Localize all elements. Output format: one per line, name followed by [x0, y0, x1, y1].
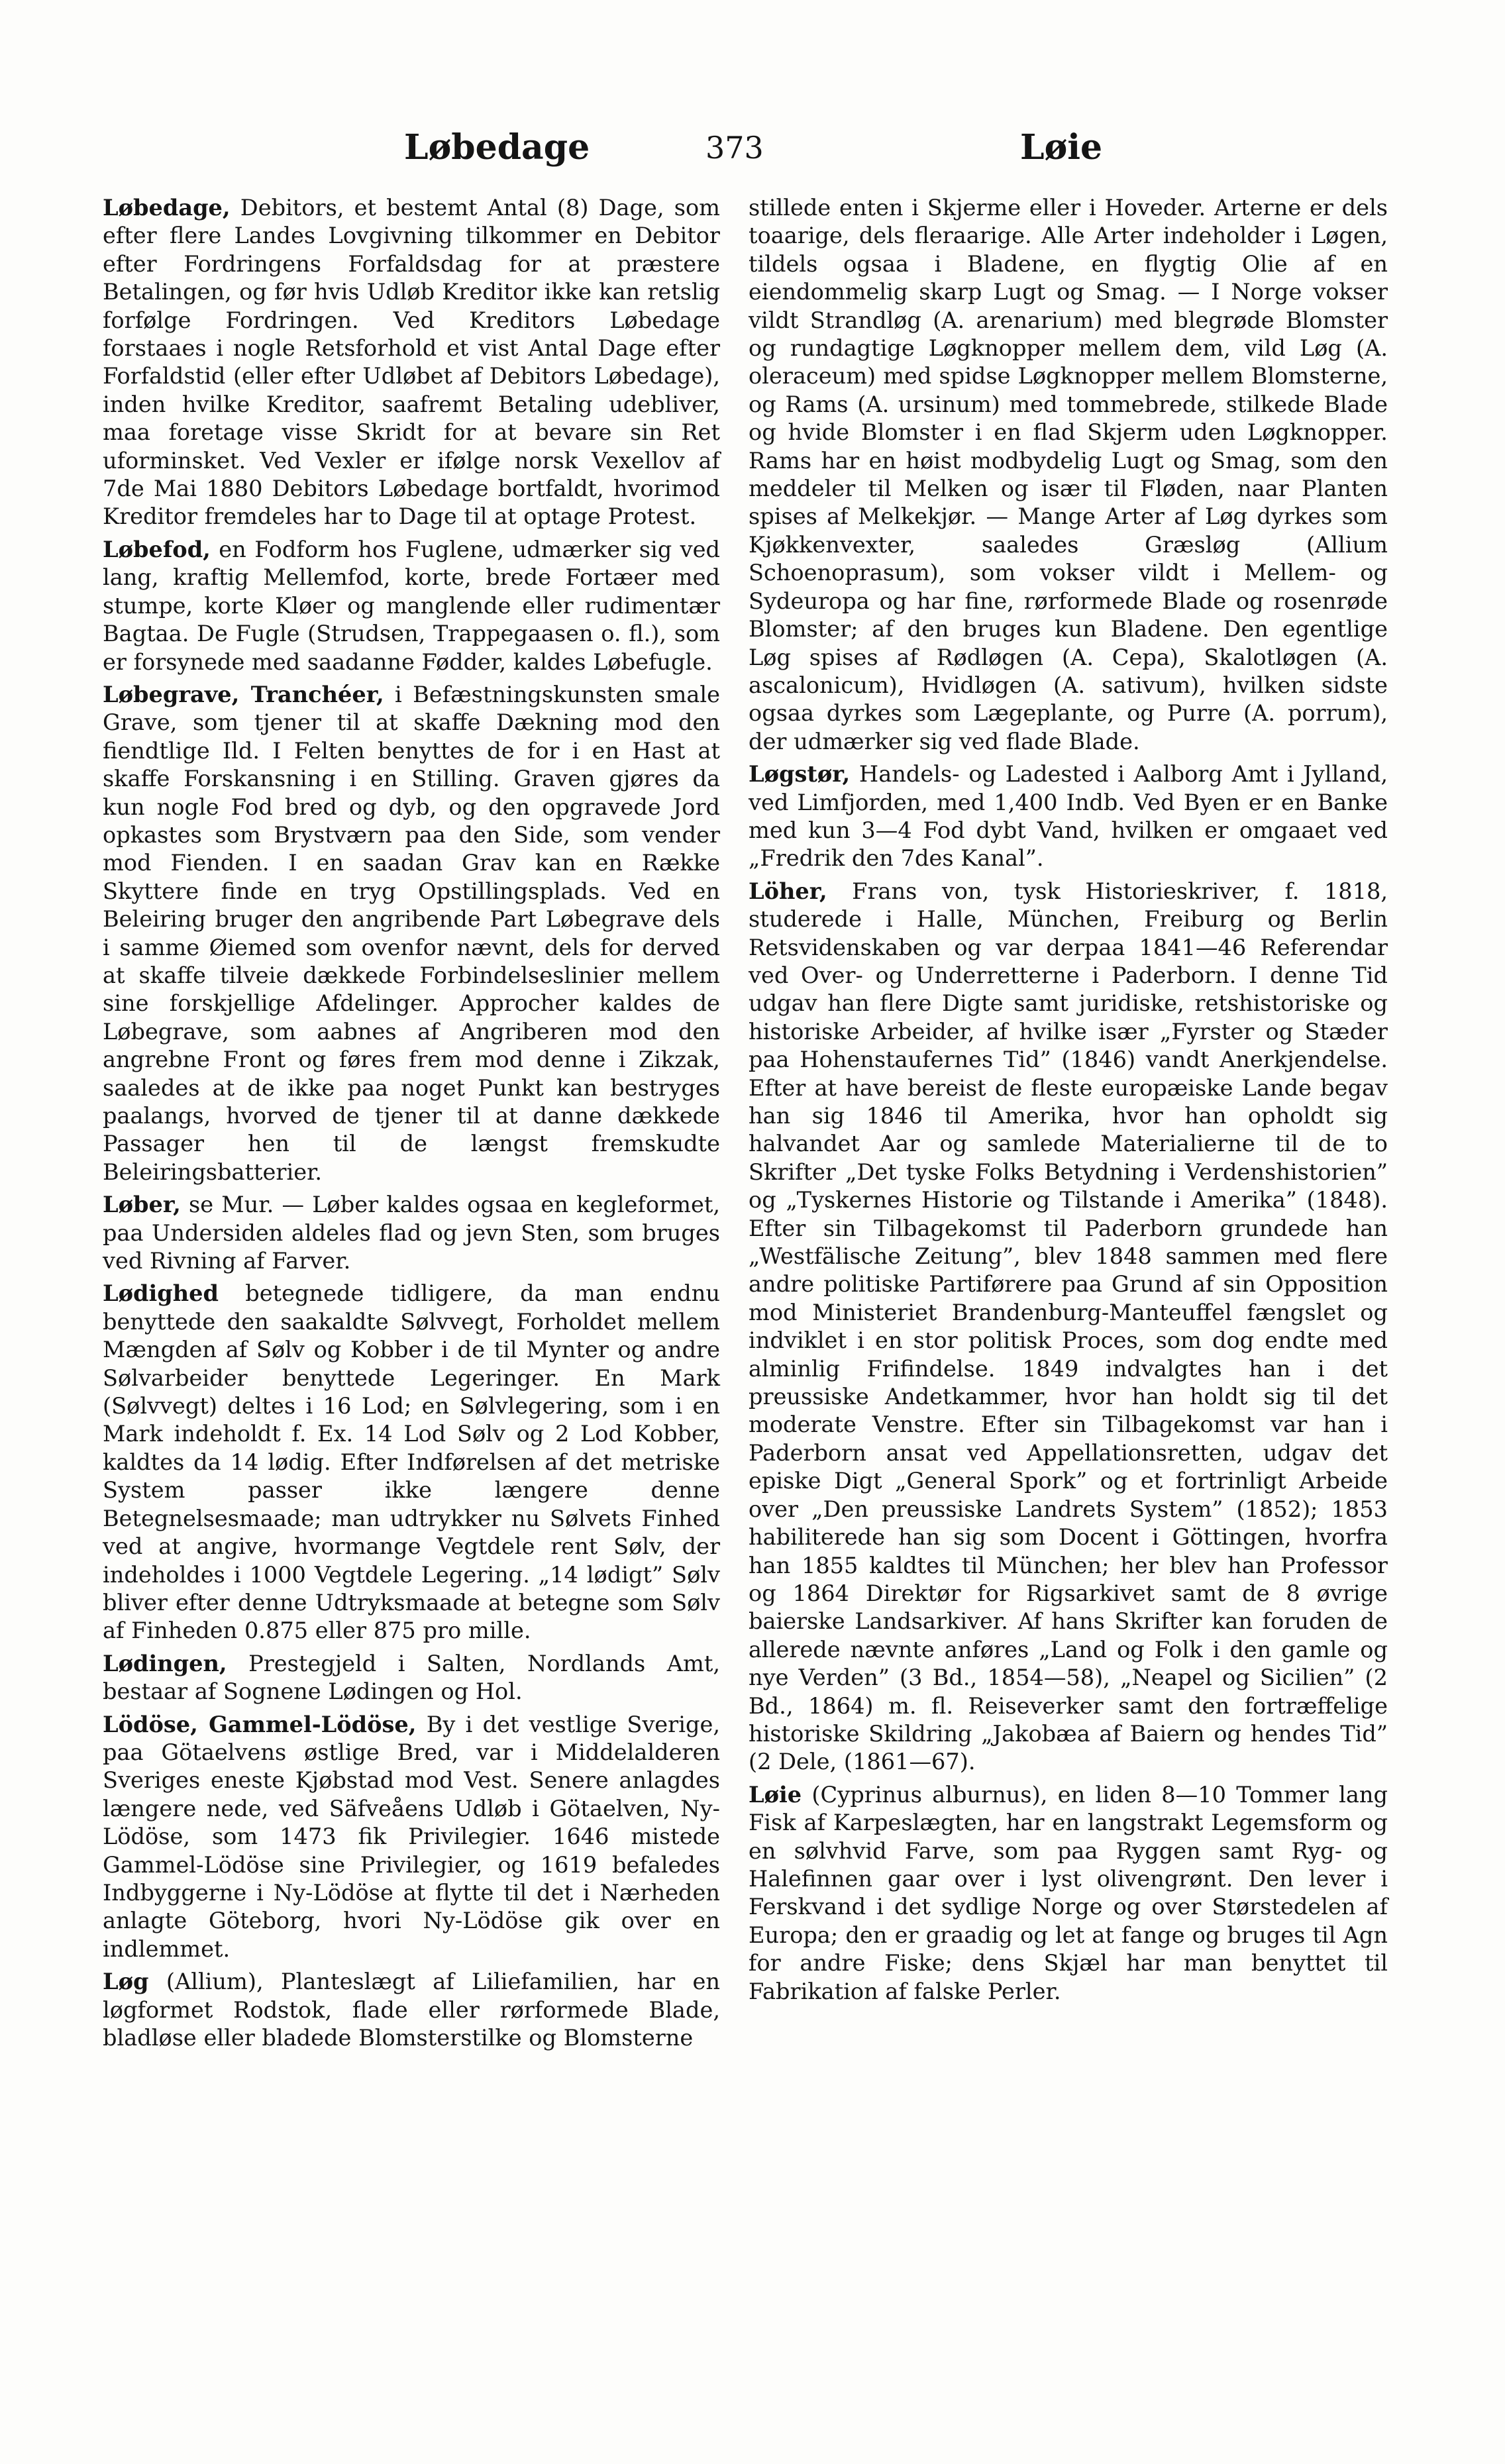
- page-number: 373: [705, 130, 764, 166]
- entry-text: Debitors, et bestemt Antal (8) Dage, som efter flere Landes Lovgivning tilkommer en Debitor efter Fordringens Forfaldsdag for at præstere Betalingen, og før hvis Udløb Kreditor ikke kan retslig forfølge Fordringen. Ved Kreditors Løbedage forstaaes i nogle Retsforhold et vist Antal Dage efter Forfaldstid (eller efter Udløbet af Debitors Løbedage), inden hvilke Kreditor, saafremt Betaling udebliver, maa foretage visse Skridt for at bevare sin Ret uforminsket. Ved Vexler er ifølge norsk Vexellov af 7de Mai 1880 Debitors Løbedage bortfaldt, hvorimod Kreditor fremdeles har to Dage til at optage Protest.: [103, 195, 720, 530]
- entry-lodighed: [103, 1279, 720, 1645]
- entry-log-continued: [749, 193, 1388, 756]
- entry-text: betegnede tidligere, da man endnu benyttede den saakaldte Sølvvegt, Forholdet mellem Mængden af Sølv og Kobber i de til Mynter og andre Sølvarbeider benyttede Legeringer. En Mark (Sølvvegt) deltes i 16 Lod; en Sølvlegering, som i en Mark indeholdt f. Ex. 14 Lod Sølv og 2 Lod Kobber, kaldtes da 14 lødig. Efter Indførelsen af det metriske System passer ikke længere denne Betegnelsesmaade; man udtrykker nu Sølvets Finhed ved at angive, hvormange Vegtdele rent Sølv, der indeholdes i 1000 Vegtdele Legering. „14 lødigt” Sølv bliver efter denne Udtryksmaade at betegne som Sølv af Finheden 0.875 eller 875 pro mille.: [103, 1280, 720, 1644]
- entry-logstor: [749, 760, 1388, 873]
- headword: Lødighed: [103, 1280, 219, 1307]
- entry-text: (Allium), Planteslægt af Liliefamilien, har en løgformet Rodstok, flade eller rørformede Blade, bladløse eller bladede Blomsterstilke og Blomsterne: [103, 1969, 720, 2051]
- headword: Lødingen,: [103, 1649, 227, 1676]
- entry-text: se Mur. — Løber kaldes ogsaa en kegleformet, paa Undersiden aldeles flad og jevn Sten, som bruges ved Rivning af Farver.: [103, 1192, 720, 1274]
- running-head-left: Løbedage: [404, 127, 590, 168]
- left-column: [103, 193, 720, 2056]
- headword: Løbedage,: [103, 194, 231, 221]
- entry-text: stillede enten i Skjerme eller i Hoveder. Arterne er dels toaarige, dels fleraarige. Alle Arter indeholder i Løgen, tildels ogsaa i Bladene, en flygtig Olie af en eiendommelig skarp Lugt og Smag. — I Norge vokser vildt Strandløg (A. arenarium) med blegrøde Blomster og rundagtige Løgknopper mellem dem, vild Løg (A. oleraceum) med spidse Løgknopper mellem Blomsterne, og Rams (A. ursinum) med tommebrede, stilkede Blade og hvide Blomster i en flad Skjerm uden Løgknopper. Rams har en høist modbydelig Lugt og Smag, som den meddeler til Melken og især til Fløden, naar Planten spises af Melkekjør. — Mange Arter af Løg dyrkes som Kjøkkenvexter, saaledes Græsløg (Allium Schoenoprasum), som vokser vildt i Mellem- og Sydeuropa og har fine, rørformede Blade og rosenrøde Blomster; af den bruges kun Bladene. Den egentlige Løg spises af Rødløgen (A. Cepa), Skalotløgen (A. ascalonicum), Hvidløgen (A. sativum), hvilken sidste ogsaa dyrkes som Lægeplante, og Purre (A. porrum), der udmærker sig ved flade Blade.: [749, 195, 1388, 754]
- entry-text: By i det vestlige Sverige, paa Götaelvens østlige Bred, var i Middelalderen Sveriges eneste Kjøbstad mod Vest. Senere anlagdes længere nede, ved Säfveåens Udløb i Götaelven, Ny-Lödöse, som 1473 fik Privilegier. 1646 mistede Gammel-Lödöse sine Privilegier, og 1619 befaledes Indbyggerne i Ny-Lödöse at flytte til det i Nærheden anlagte Göteborg, hvori Ny-Lödöse gik over en indlemmet.: [103, 1711, 720, 1962]
- entry-text: i Befæstningskunsten smale Grave, som tjener til at skaffe Dækning mod den fiendtlige Ild. I Felten benyttes de for i en Hast at skaffe Forskansning i en Stilling. Graven gjøres da kun nogle Fod bred og dyb, og den opgravede Jord opkastes som Brystværn paa den Side, som vender mod Fienden. I en saadan Grav kan en Række Skyttere finde en tryg Opstillingsplads. Ved en Beleiring bruger den angribende Part Løbegrave dels i samme Øiemed som ovenfor nævnt, dels for derved at skaffe tilveie dækkede Forbindelseslinier mellem sine forskjellige Afdelinger. Approcher kaldes de Løbegrave, som aabnes af Angriberen mod den angrebne Front og føres frem mod denne i Zikzak, saaledes at de ikke paa noget Punkt kan bestryges paalangs, hvorved de tjener til at danne dækkede Passager hen til de længst fremskudte Beleiringsbatterier.: [103, 681, 720, 1185]
- entry-text: Handels- og Ladested i Aalborg Amt i Jylland, ved Limfjorden, med 1,400 Indb. Ved Byen er en Banke med kun 3—4 Fod dybt Vand, hvilken er omgaaet ved „Fredrik den 7des Kanal”.: [749, 761, 1388, 872]
- entry-text: Frans von, tysk Historieskriver, f. 1818, studerede i Halle, München, Freiburg og Berlin Retsvidenskaben og var derpaa 1841—46 Referendar ved Over- og Underretterne i Paderborn. I denne Tid udgav han flere Digte samt juridiske, retshistoriske og historiske Arbeider, af hvilke især „Fyrster og Stæder paa Hohenstaufernes Tid” (1846) vandt Anerkjendelse. Efter at have bereist de fleste europæiske Lande begav han sig 1846 til Amerika, hvor han opholdt sig halvandet Aar og samlede Materialierne til de to Skrifter „Det tyske Folks Betydning i Verdenshistorien” og „Tyskernes Historie og Tilstande i Amerika” (1848). Efter sin Tilbagekomst til Paderborn grundede han „Westfälische Zeitung”, blev 1848 sammen med flere andre politiske Partiførere paa Grund af sin Opposition mod Ministeriet Brandenburg-Manteuffel fængslet og indviklet i en stor politisk Proces, som dog endte med alminlig Frifindelse. 1849 indvalgtes han i det preussiske Andetkammer, hvor han holdt sig til det moderate Venstre. Efter sin Tilbagekomst var han i Paderborn ansat ved Appellationsretten, udgav det episke Digt „General Spork” og et fortrinligt Arbeide over „Den preussiske Landrets System” (1852); 1853 habiliterede han sig som Docent i Göttingen, hvorfra han 1855 kaldtes til München; her blev han Professor og 1864 Direktør for Rigsarkivet samt de 8 øvrige baierske Landsarkiver. Af hans Skrifter kan foruden de allerede nævnte anføres „Land og Folk i den gamle og nye Verden” (3 Bd., 1854—58), „Neapel og Sicilien” (2 Bd., 1864) m. fl. Reiseverker samt den fortræffelige historiske Skildring „Jakobæa af Baiern og hendes Tid” (2 Dele, (1861—67).: [749, 878, 1388, 1775]
- headword: Løie: [749, 1780, 802, 1808]
- headword: Lödöse, Gammel-Lödöse,: [103, 1710, 417, 1737]
- right-column: [749, 193, 1388, 2010]
- entry-lober: [103, 1190, 720, 1275]
- entry-loie: [749, 1780, 1388, 2006]
- entry-loher: [749, 877, 1388, 1776]
- entry-lobefod: [103, 535, 720, 676]
- headword: Løgstør,: [749, 760, 851, 788]
- headword: Löher,: [749, 877, 827, 904]
- running-head-right: Løie: [1020, 127, 1103, 168]
- headword: Løbefod,: [103, 535, 211, 562]
- entry-text: Prestegjeld i Salten, Nordlands Amt, bestaar af Sognene Lødingen og Hol.: [103, 1650, 720, 1705]
- entry-lobedage: [103, 193, 720, 531]
- headword: Løber,: [103, 1191, 181, 1218]
- headword: Løg: [103, 1968, 149, 1995]
- entry-lodose: [103, 1710, 720, 1964]
- entry-lobegrave: [103, 680, 720, 1186]
- headword: Løbegrave, Tranchéer,: [103, 680, 384, 707]
- entry-text: (Cyprinus alburnus), en liden 8—10 Tommer lang Fisk af Karpeslægten, har en langstrakt Legemsform og en sølvhvid Farve, som paa Ryggen samt Ryg- og Halefinnen gaar over i lyst olivengrønt. Den lever i Ferskvand i det sydlige Norge og over Størstedelen af Europa; den er graadig og let at fange og bruges til Agn for andre Fiske; dens Skjæl har man benyttet til Fabrikation af falske Perler.: [749, 1781, 1388, 2004]
- entry-lodingen: [103, 1649, 720, 1706]
- entry-text: en Fodform hos Fuglene, udmærker sig ved lang, kraftig Mellemfod, korte, brede Fortæer med stumpe, korte Kløer og manglende eller rudimentær Bagtaa. De Fugle (Strudsen, Trappegaasen o. fl.), som er forsynede med saadanne Fødder, kaldes Løbefugle.: [103, 536, 720, 675]
- entry-log: [103, 1967, 720, 2052]
